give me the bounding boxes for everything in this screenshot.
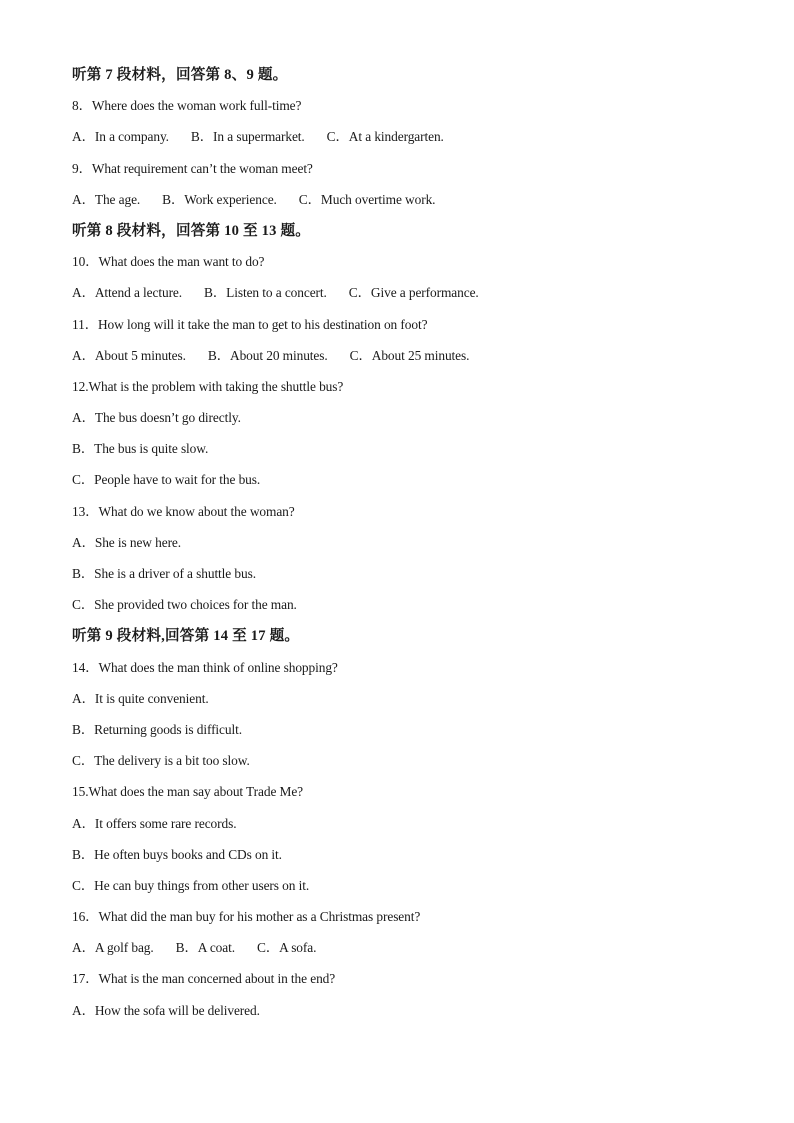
section-heading-9: 听第 9 段材料,回答第 14 至 17 题。 <box>72 628 300 645</box>
question-12: 12.What is the problem with taking the shuttle bus? <box>72 378 344 394</box>
option-12b: B．The bus is quite slow. <box>72 441 209 457</box>
option-10a: A．Attend a lecture. <box>72 285 183 301</box>
options-16 <box>72 935 732 966</box>
option-10b: B．Listen to a concert. <box>204 285 327 301</box>
option-15b: B．He often buys books and CDs on it. <box>72 846 282 862</box>
option-8a: A．In a company. <box>72 129 169 145</box>
options-9 <box>72 187 732 218</box>
options-10 <box>72 280 732 311</box>
option-17a: A．How the sofa will be delivered. <box>72 1002 260 1018</box>
question-16: 16．What did the man buy for his mother as a Christmas present? <box>72 909 421 925</box>
option-8c: C．At a kindergarten. <box>326 129 444 145</box>
option-16b: B．A coat. <box>175 940 235 956</box>
option-8b: B．In a supermarket. <box>190 129 305 145</box>
option-9a: A．The age. <box>72 191 141 207</box>
section-heading-8: 听第 8 段材料，回答第 10 至 13 题。 <box>72 222 311 239</box>
option-11a: A．About 5 minutes. <box>72 347 186 363</box>
option-13c: C．She provided two choices for the man. <box>72 597 297 613</box>
question-9: 9．What requirement can’t the woman meet? <box>72 160 313 176</box>
question-15: 15.What does the man say about Trade Me? <box>72 784 304 800</box>
options-11 <box>72 343 732 374</box>
question-17: 17．What is the man concerned about in the end? <box>72 971 336 987</box>
question-10: 10．What does the man want to do? <box>72 254 265 270</box>
option-13a: A．She is new here. <box>72 534 182 550</box>
option-15a: A．It offers some rare records. <box>72 815 237 831</box>
option-10c: C．Give a performance. <box>348 285 479 301</box>
question-8: 8．Where does the woman work full-time? <box>72 98 302 114</box>
option-12c: C．People have to wait for the bus. <box>72 472 261 488</box>
options-8 <box>72 124 732 155</box>
option-9b: B．Work experience. <box>162 191 277 207</box>
section-heading-7: 听第 7 段材料，回答第 8、9 题。 <box>72 67 288 83</box>
option-11b: B．About 20 minutes. <box>207 347 328 363</box>
question-13: 13．What do we know about the woman? <box>72 503 295 519</box>
option-16c: C．A sofa. <box>257 940 317 956</box>
option-16a: A．A golf bag. <box>72 940 154 956</box>
question-14: 14．What does the man think of online shopping? <box>72 659 338 675</box>
option-12a: A．The bus doesn’t go directly. <box>72 410 241 426</box>
option-9c: C．Much overtime work. <box>298 191 436 207</box>
option-14b: B．Returning goods is difficult. <box>72 721 242 737</box>
option-14a: A．It is quite convenient. <box>72 690 209 706</box>
option-13b: B．She is a driver of a shuttle bus. <box>72 566 256 581</box>
option-15c: C．He can buy things from other users on it. <box>72 877 310 893</box>
exam-page <box>72 62 732 1029</box>
option-11c: C．About 25 minutes. <box>349 347 470 363</box>
option-14c: C．The delivery is a bit too slow. <box>72 753 250 769</box>
question-11: 11．How long will it take the man to get to his destination on foot? <box>72 316 428 332</box>
